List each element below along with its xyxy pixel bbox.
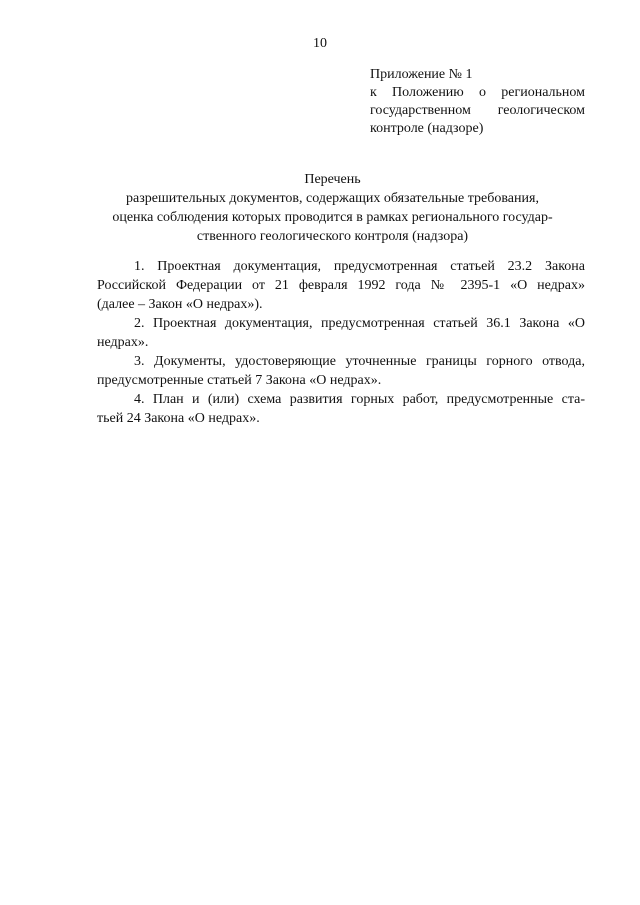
appendix-line: к Положению о региональном bbox=[370, 85, 585, 100]
appendix-line: государственном геологическом bbox=[370, 103, 585, 118]
list-item bbox=[97, 390, 585, 428]
appendix-line: Приложение № 1 bbox=[370, 67, 473, 82]
list-item-line: 4. План и (или) схема развития горных работ, предусмотренные ста- bbox=[134, 392, 585, 407]
list-item-line: 2. Проектная документация, предусмотренная статьей 36.1 Закона «О bbox=[134, 316, 585, 331]
list-item-line: предусмотренные статьей 7 Закона «О недрах». bbox=[97, 373, 382, 388]
list-item bbox=[97, 257, 585, 314]
appendix-line: контроле (надзоре) bbox=[370, 121, 484, 136]
list-item bbox=[97, 314, 585, 352]
list-item bbox=[97, 352, 585, 390]
document-list bbox=[97, 257, 585, 428]
document-title bbox=[80, 170, 585, 246]
list-item-line: тьей 24 Закона «О недрах». bbox=[97, 411, 260, 426]
title-heading: Перечень bbox=[304, 172, 361, 187]
page-number: 10 bbox=[313, 36, 327, 51]
list-item-line: Российской Федерации от 21 февраля 1992 года № 2395-1 «О недрах» bbox=[97, 278, 585, 293]
title-line: оценка соблюдения которых проводится в рамках регионального государ- bbox=[112, 210, 553, 225]
list-item-line: недрах». bbox=[97, 335, 149, 350]
list-item-line: 1. Проектная документация, предусмотренная статьей 23.2 Закона bbox=[134, 259, 585, 274]
list-item-line: 3. Документы, удостоверяющие уточненные границы горного отвода, bbox=[134, 354, 585, 369]
title-line: ственного геологического контроля (надзора) bbox=[196, 229, 469, 244]
title-line: разрешительных документов, содержащих обязательные требования, bbox=[126, 191, 539, 206]
appendix-header bbox=[370, 66, 585, 138]
list-item-line: (далее – Закон «О недрах»). bbox=[97, 297, 263, 312]
